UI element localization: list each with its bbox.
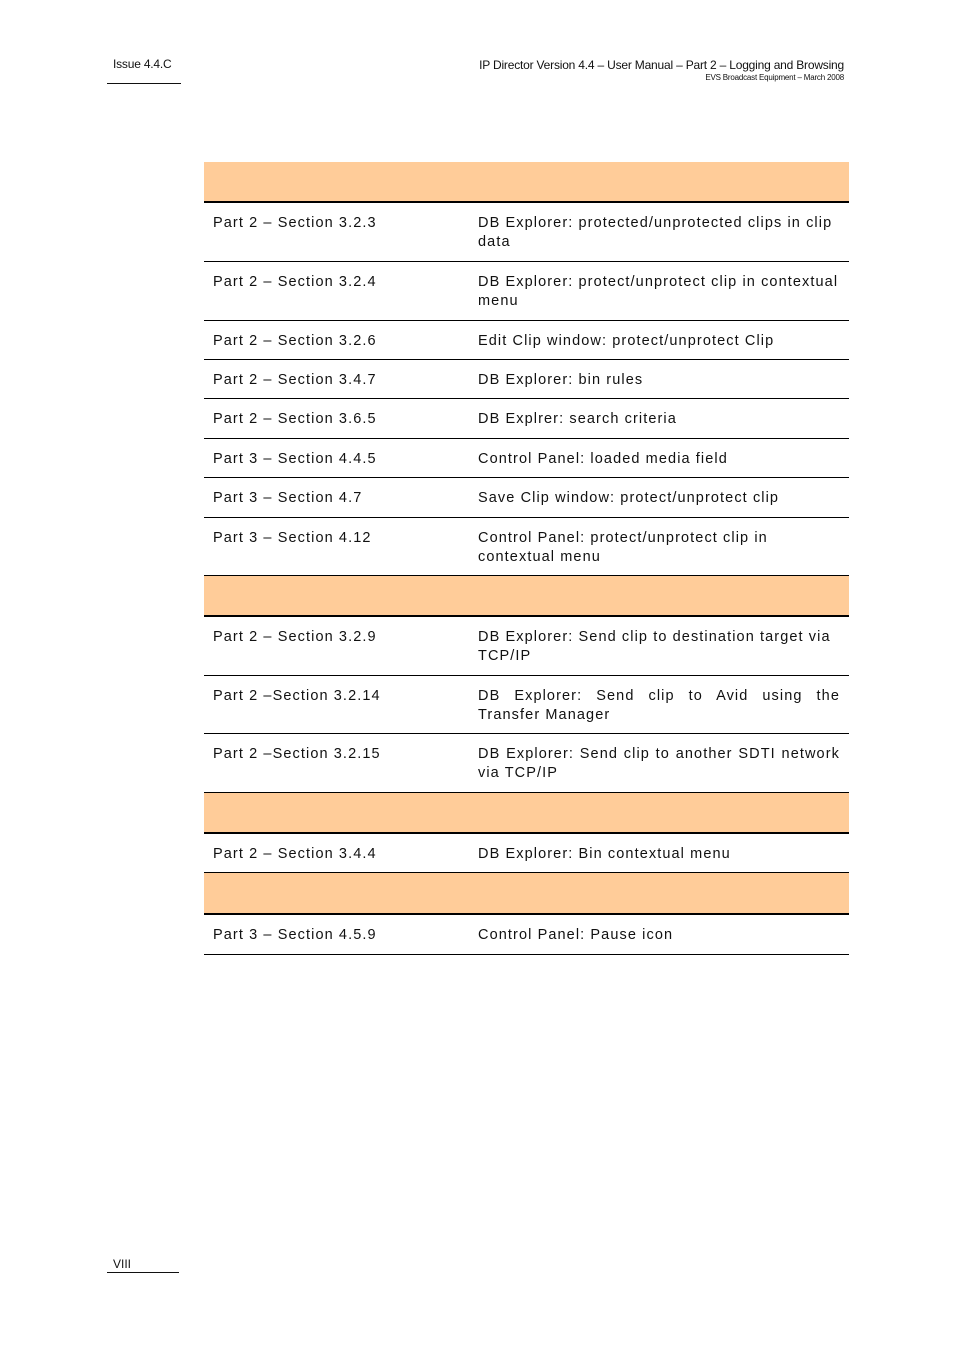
section-reference: Part 2 – Section 3.2.9 (213, 629, 377, 645)
document-subtitle: EVS Broadcast Equipment – March 2008 (705, 73, 844, 82)
change-description: DB Explorer: Bin contextual menu (478, 846, 731, 862)
change-description: DB Explorer: Send clip to Avid using the Transfer Manager (478, 688, 840, 723)
table-row (204, 262, 849, 321)
section-reference: Part 2 – Section 3.2.3 (213, 215, 377, 231)
change-description: Save Clip window: protect/unprotect clip (478, 490, 780, 506)
group-header-band (204, 793, 849, 834)
changes-table (204, 162, 849, 955)
section-reference: Part 3 – Section 4.7 (213, 490, 363, 506)
section-reference: Part 3 – Section 4.5.9 (213, 927, 377, 943)
group-header-band (204, 162, 849, 203)
section-reference: Part 3 – Section 4.4.5 (213, 451, 377, 467)
header-left-divider (107, 83, 181, 84)
document-title: IP Director Version 4.4 – User Manual – Part 2 – Logging and Browsing (479, 58, 844, 72)
page-header (479, 57, 844, 83)
table-row (204, 518, 849, 576)
change-description: DB Explorer: protect/unprotect clip in contextual menu (478, 274, 839, 309)
section-reference: Part 3 – Section 4.12 (213, 530, 372, 546)
change-description: DB Explorer: Send clip to another SDTI network via TCP/IP (478, 746, 840, 781)
change-description: DB Explorer: bin rules (478, 372, 644, 388)
section-reference: Part 2 – Section 3.6.5 (213, 411, 377, 427)
section-reference: Part 2 –Section 3.2.15 (213, 746, 381, 762)
section-reference: Part 2 –Section 3.2.14 (213, 688, 381, 704)
group-header-band (204, 873, 849, 915)
change-description: DB Explrer: search criteria (478, 411, 677, 427)
change-description: Control Panel: loaded media field (478, 451, 728, 467)
table-row (204, 834, 849, 873)
page-number: VIII (113, 1257, 132, 1271)
table-row (204, 478, 849, 518)
change-description: DB Explorer: Send clip to destination target via TCP/IP (478, 629, 831, 664)
group-header-band (204, 576, 849, 617)
table-row (204, 203, 849, 262)
section-reference: Part 2 – Section 3.2.6 (213, 333, 377, 349)
table-row (204, 617, 849, 676)
table-row (204, 734, 849, 793)
issue-label: Issue 4.4.C (113, 57, 172, 71)
table-row (204, 439, 849, 478)
section-reference: Part 2 – Section 3.2.4 (213, 274, 377, 290)
table-row (204, 676, 849, 734)
table-row (204, 915, 849, 955)
change-description: Control Panel: Pause icon (478, 927, 674, 943)
footer-divider (107, 1272, 179, 1273)
table-row (204, 360, 849, 399)
change-description: Edit Clip window: protect/unprotect Clip (478, 333, 775, 349)
change-description: Control Panel: protect/unprotect clip in contextual menu (478, 530, 768, 565)
table-row (204, 321, 849, 360)
change-description: DB Explorer: protected/unprotected clips in clip data (478, 215, 833, 250)
section-reference: Part 2 – Section 3.4.4 (213, 846, 377, 862)
section-reference: Part 2 – Section 3.4.7 (213, 372, 377, 388)
table-row (204, 399, 849, 439)
